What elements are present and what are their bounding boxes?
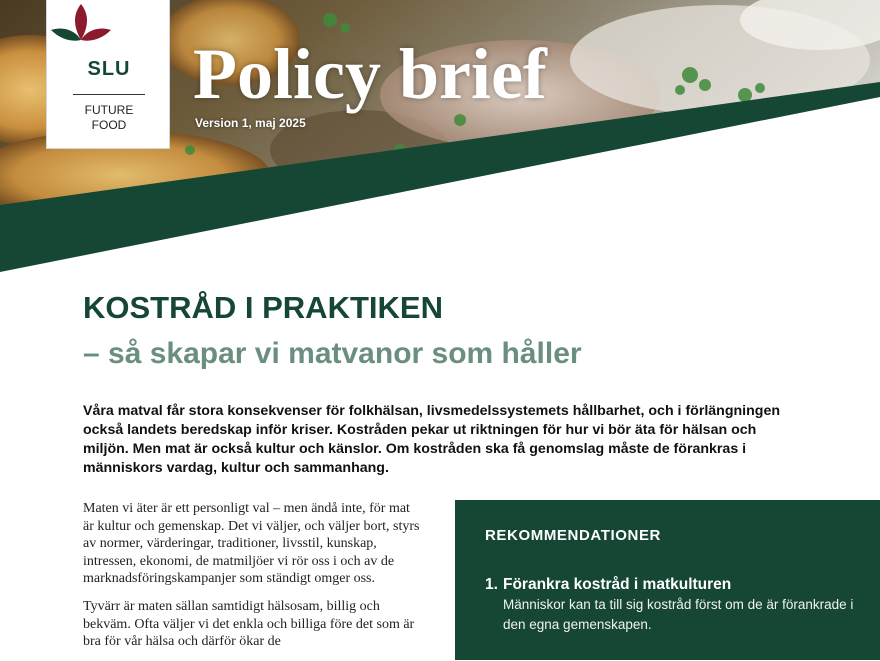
recommendation-number: 1. [485, 576, 498, 593]
body-paragraph: Maten vi äter är ett personligt val – men ändå inte, för mat är kultur och gemenskap. Det vi väljer, och väljer bort, styrs av normer, värderingar, traditioner, livsstil, kunskap, intressen, ekonomi, de matmiljöer vi rör oss i och av de marknadsföringskampanjer som ständigt omger oss. [83, 501, 420, 587]
page-title: KOSTRÅD I PRAKTIKEN [83, 290, 443, 325]
slu-logo [46, 0, 170, 149]
logo-divider [73, 94, 145, 95]
logo-subtitle-line1: FUTURE [84, 103, 134, 117]
recommendation-text: Människor kan ta till sig kostråd först om de är förankrade i den egna gemenskapen. [503, 597, 854, 632]
document-type-title: Policy brief [193, 34, 547, 114]
body-paragraph: Tyvärr är maten sällan samtidigt hälsosam, billig och bekväm. Ofta väljer vi det enkla och billiga före det som är bra för vår hälsa och därför ökar de [83, 598, 415, 650]
logo-subtitle-line2: FOOD [91, 118, 127, 132]
version-label: Version 1, maj 2025 [195, 116, 306, 130]
logo-subtitle [47, 103, 171, 133]
recommendation-title: Förankra kostråd i matkulturen [503, 576, 732, 593]
hero-banner [0, 0, 880, 272]
lead-paragraph [83, 402, 803, 478]
page-subtitle: – så skapar vi matvanor som håller [83, 337, 582, 370]
recommendation-item [485, 575, 865, 635]
slu-leaf-logo-icon [47, 0, 115, 46]
body-column [83, 500, 423, 661]
lead-text: Våra matval får stora konsekvenser för folkhälsan, livsmedelssystemets hållbarhet, och i förlängningen också landets beredskap inför kriser. Kostråden pekar ut riktningen för hur vi bör äta för hälsan och miljön. Men mat är också kultur och känslor. Om kostråden ska få genomslag måste de förankras i människors vardag, kultur och sammanhang. [83, 403, 781, 476]
recommendation-heading [485, 575, 865, 595]
logo-wordmark: SLU [87, 58, 131, 80]
recommendations-heading: REKOMMENDATIONER [485, 527, 661, 544]
recommendations-box [455, 500, 880, 660]
